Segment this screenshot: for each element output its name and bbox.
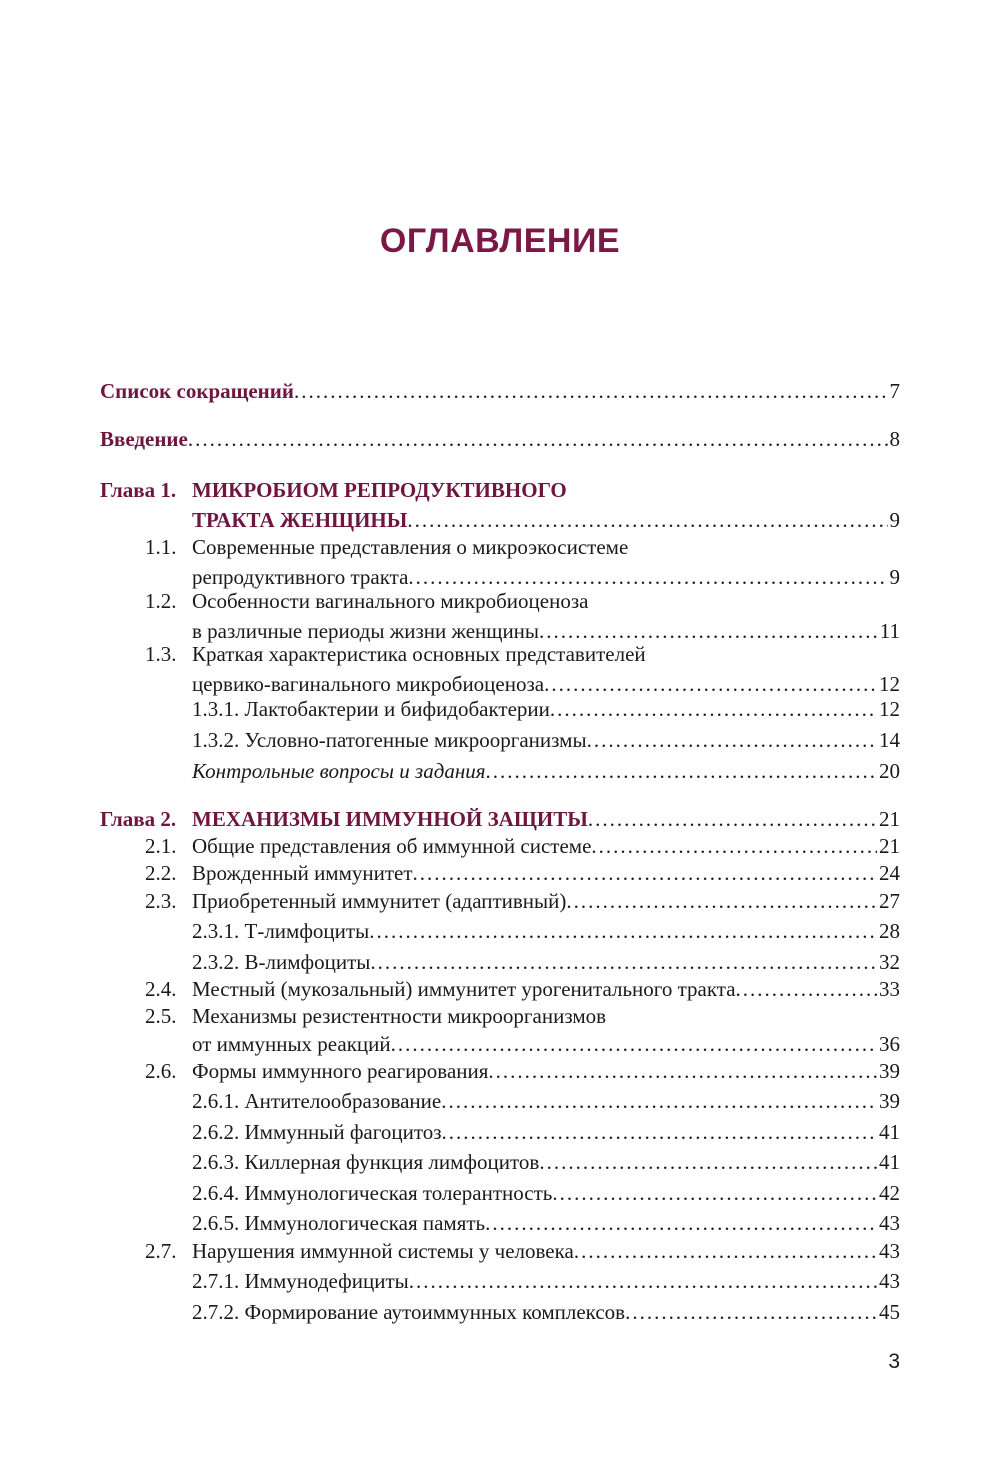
toc-entry-section-2-3[interactable] xyxy=(100,886,900,916)
toc-entry-section-2-5[interactable] xyxy=(100,1001,900,1061)
toc-entry-subsection-2-6-1[interactable] xyxy=(192,1086,900,1116)
toc-entry-section-1-1[interactable] xyxy=(100,532,900,592)
section-title-line-2: репродуктивного тракта xyxy=(192,565,409,589)
toc-entry-subsection-1-3-1[interactable] xyxy=(192,694,900,724)
section-title-line-2: в различные периоды жизни женщины xyxy=(192,619,540,643)
toc-page-number: 9 xyxy=(889,508,900,532)
toc-entry-section-2-2[interactable] xyxy=(100,858,900,888)
toc-page-number: 43 xyxy=(879,1269,900,1293)
section-number: 2.4. xyxy=(145,977,177,1001)
toc-entry-label: 1.3.1. Лактобактерии и бифидобактерии xyxy=(192,697,550,721)
toc-page-number: 32 xyxy=(879,950,900,974)
toc-entry-subsection-2-6-3[interactable] xyxy=(192,1147,900,1177)
section-title: Врожденный иммунитет xyxy=(192,861,413,885)
section-title-line-1: Особенности вагинального микробиоценоза xyxy=(192,589,589,613)
section-title: Формы иммунного реагирования xyxy=(192,1059,489,1083)
toc-page-number: 9 xyxy=(889,565,900,589)
toc-entry-label: 1.3.2. Условно-патогенные микроорганизмы xyxy=(192,728,587,752)
leader-dots xyxy=(413,858,877,888)
toc-entry-section-2-6[interactable] xyxy=(100,1056,900,1086)
toc-entry-label: Контрольные вопросы и задания xyxy=(192,759,486,783)
leader-dots xyxy=(591,831,877,861)
leader-dots xyxy=(566,886,877,916)
leader-dots xyxy=(574,1236,877,1266)
toc-entry-section-2-1[interactable] xyxy=(100,831,900,861)
toc-entry-label: 2.7.1. Иммунодефициты xyxy=(192,1269,409,1293)
toc-entry-label: 2.6.1. Антителообразование xyxy=(192,1089,442,1113)
toc-entry-subsection-2-3-1[interactable] xyxy=(192,916,900,946)
leader-dots xyxy=(391,1029,877,1059)
toc-entry-abbreviations[interactable] xyxy=(100,376,900,406)
toc-page-number: 24 xyxy=(879,861,900,885)
toc-entry-label: 2.6.4. Иммунологическая толерантность xyxy=(192,1181,553,1205)
page-title: ОГЛАВЛЕНИЕ xyxy=(379,222,621,260)
leader-dots xyxy=(407,505,887,535)
toc-page-number: 39 xyxy=(879,1089,900,1113)
toc-entry-label: 2.6.2. Иммунный фагоцитоз xyxy=(192,1120,442,1144)
toc-entry-subsection-2-6-4[interactable] xyxy=(192,1178,900,1208)
leader-dots xyxy=(188,424,888,454)
toc-entry-subsection-1-3-2[interactable] xyxy=(192,725,900,755)
section-title-line-2: от иммунных реакций xyxy=(192,1032,391,1056)
toc-entry-label: Введение xyxy=(100,427,188,451)
toc-page-number: 11 xyxy=(879,619,900,643)
chapter-number: Глава 1. xyxy=(100,478,177,502)
toc-page-number: 41 xyxy=(879,1120,900,1144)
toc-entry-label: 2.3.2. В-лимфоциты xyxy=(192,950,371,974)
toc-page-number: 8 xyxy=(889,427,900,451)
leader-dots xyxy=(294,376,888,406)
toc-entry-section-1-3[interactable] xyxy=(100,639,900,699)
toc-entry-subsection-2-6-2[interactable] xyxy=(192,1117,900,1147)
leader-dots xyxy=(442,1117,877,1147)
section-number: 2.1. xyxy=(145,834,177,858)
toc-page-number: 12 xyxy=(879,697,900,721)
toc-page-number: 33 xyxy=(879,977,900,1001)
toc-page-number: 45 xyxy=(879,1300,900,1324)
toc-page-number: 14 xyxy=(879,728,900,752)
toc-entry-introduction[interactable] xyxy=(100,424,900,454)
section-number: 2.5. xyxy=(145,1004,177,1028)
toc-entry-section-1-2[interactable] xyxy=(100,586,900,646)
toc-page-number: 27 xyxy=(879,889,900,913)
leader-dots xyxy=(409,1266,877,1296)
toc-entry-label: 2.3.1. Т-лимфоциты xyxy=(192,919,370,943)
toc-entry-subsection-2-3-2[interactable] xyxy=(192,947,900,977)
section-number: 2.3. xyxy=(145,889,177,913)
toc-page-number: 20 xyxy=(879,759,900,783)
section-title-line-2: цервико-вагинального микробиоценоза xyxy=(192,672,545,696)
toc-entry-subsection-2-7-2[interactable] xyxy=(192,1297,900,1327)
toc-page-number: 43 xyxy=(879,1211,900,1235)
leader-dots xyxy=(736,974,877,1004)
toc-entry-chapter-2[interactable] xyxy=(100,804,900,834)
section-title: Нарушения иммунной системы у человека xyxy=(192,1239,574,1263)
section-title-line-1: Современные представления о микроэкосистеме xyxy=(192,535,629,559)
toc-entry-subsection-2-7-1[interactable] xyxy=(192,1266,900,1296)
toc-page-number: 7 xyxy=(889,379,900,403)
section-title: Приобретенный иммунитет (адаптивный) xyxy=(192,889,567,913)
leader-dots xyxy=(370,947,877,977)
toc-page-number: 12 xyxy=(879,672,900,696)
leader-dots xyxy=(625,1297,877,1327)
section-number: 2.6. xyxy=(145,1059,177,1083)
leader-dots xyxy=(588,804,877,834)
toc-page-number: 21 xyxy=(879,834,900,858)
leader-dots xyxy=(539,1147,877,1177)
leader-dots xyxy=(587,725,877,755)
leader-dots xyxy=(486,756,877,786)
toc-page-number: 43 xyxy=(879,1239,900,1263)
toc-entry-section-2-4[interactable] xyxy=(100,974,900,1004)
chapter-number: Глава 2. xyxy=(100,807,177,831)
leader-dots xyxy=(552,1178,877,1208)
section-title-line-1: Механизмы резистентности микроорганизмов xyxy=(192,1004,607,1028)
toc-page-number: 42 xyxy=(879,1181,900,1205)
section-title-line-1: Краткая характеристика основных представителей xyxy=(192,642,646,666)
page-number: 3 xyxy=(888,1350,900,1373)
leader-dots xyxy=(485,1208,877,1238)
toc-entry-label: 2.7.2. Формирование аутоиммунных комплексов xyxy=(192,1300,626,1324)
leader-dots xyxy=(550,694,877,724)
chapter-title: МЕХАНИЗМЫ ИММУННОЙ ЗАЩИТЫ xyxy=(192,807,588,831)
leader-dots xyxy=(369,916,877,946)
section-title: Общие представления об иммунной системе xyxy=(192,834,592,858)
leader-dots xyxy=(441,1086,877,1116)
toc-entry-chapter-1[interactable] xyxy=(100,475,900,535)
toc-page-number: 39 xyxy=(879,1059,900,1083)
leader-dots xyxy=(488,1056,877,1086)
toc-page-number: 21 xyxy=(879,807,900,831)
toc-page-number: 36 xyxy=(879,1032,900,1056)
section-number: 1.3. xyxy=(145,642,177,666)
chapter-title-line-2: ТРАКТА ЖЕНЩИНЫ xyxy=(192,508,408,532)
toc-page-number: 28 xyxy=(879,919,900,943)
toc-entry-label: 2.6.5. Иммунологическая память xyxy=(192,1211,486,1235)
toc-entry-label: 2.6.3. Киллерная функция лимфоцитов xyxy=(192,1150,540,1174)
section-number: 1.1. xyxy=(145,535,177,559)
toc-entry-control-questions[interactable] xyxy=(192,756,900,786)
section-number: 1.2. xyxy=(145,589,177,613)
toc-page-number: 41 xyxy=(879,1150,900,1174)
section-title: Местный (мукозальный) иммунитет урогенитального тракта xyxy=(192,977,736,1001)
toc-entry-label: Список сокращений xyxy=(100,379,294,403)
chapter-title-line-1: МИКРОБИОМ РЕПРОДУКТИВНОГО xyxy=(192,478,567,502)
toc-entry-section-2-7[interactable] xyxy=(100,1236,900,1266)
section-number: 2.7. xyxy=(145,1239,177,1263)
toc-entry-subsection-2-6-5[interactable] xyxy=(192,1208,900,1238)
section-number: 2.2. xyxy=(145,861,177,885)
